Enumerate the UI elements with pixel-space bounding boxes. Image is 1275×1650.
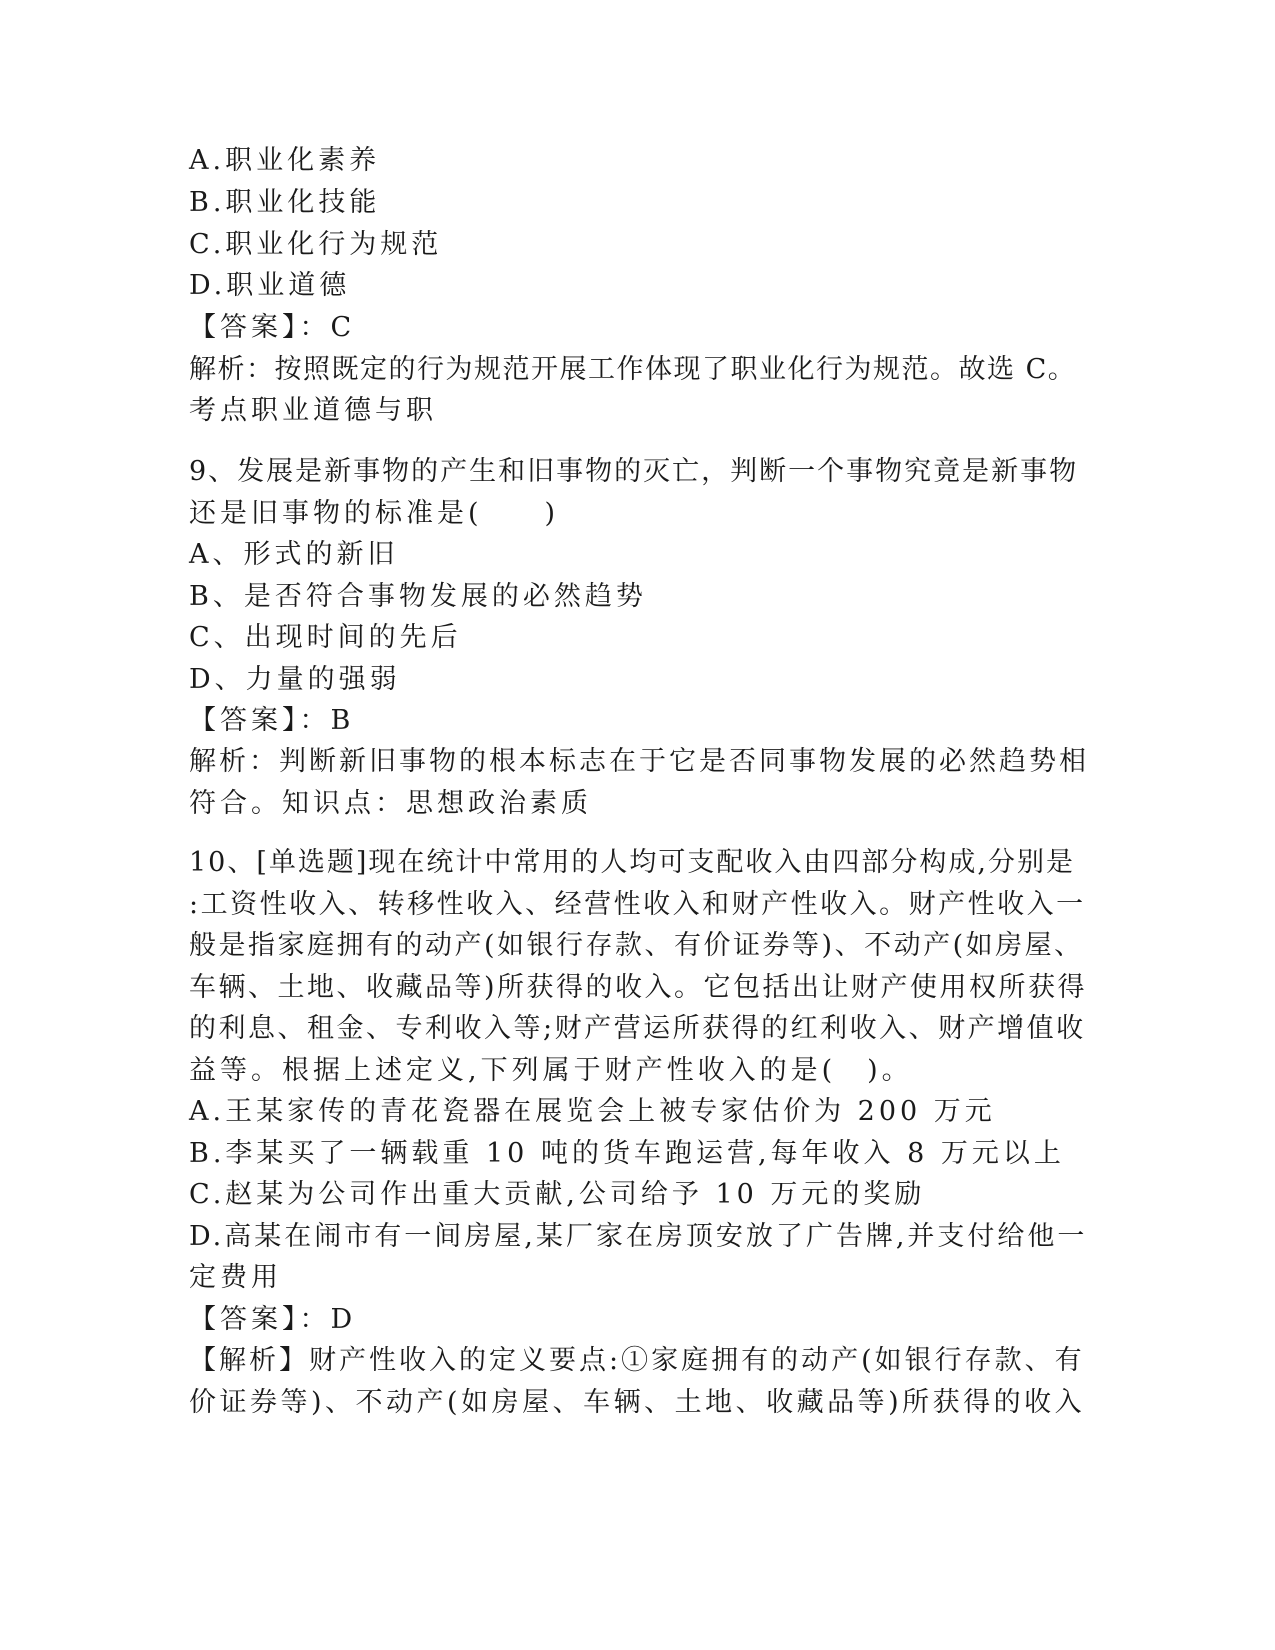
q10-option-a: A.王某家传的青花瓷器在展览会上被专家估价为 200 万元 — [189, 1096, 996, 1127]
q8-analysis-line-2: 考点职业道德与职 — [189, 395, 437, 426]
q10-option-d-line-2: 定费用 — [189, 1262, 282, 1293]
q9-analysis-line-1: 解析：判断新旧事物的根本标志在于它是否同事物发展的必然趋势相 — [189, 746, 1089, 777]
q8-analysis-line-1: 解析：按照既定的行为规范开展工作体现了职业化行为规范。故选 C。 — [189, 354, 1077, 385]
q9-option-a: A、形式的新旧 — [189, 539, 399, 570]
q10-stem-line-3: 般是指家庭拥有的动产(如银行存款、有价证券等)、不动产(如房屋、 — [189, 930, 1084, 961]
q10-stem-line-2: :工资性收入、转移性收入、经营性收入和财产性收入。财产性收入一 — [189, 889, 1086, 920]
q9-option-b: B、是否符合事物发展的必然趋势 — [189, 581, 647, 612]
q8-option-d: D.职业道德 — [189, 270, 351, 301]
q9-option-c: C、出现时间的先后 — [189, 622, 462, 653]
q10-option-d-line-1: D.高某在闹市有一间房屋,某厂家在房顶安放了广告牌,并支付给他一 — [189, 1221, 1088, 1252]
q10-stem-line-5: 的利息、租金、专利收入等;财产营运所获得的红利收入、财产增值收 — [189, 1013, 1086, 1044]
q9-analysis-line-2: 符合。知识点：思想政治素质 — [189, 788, 592, 819]
q10-answer: 【答案】：D — [189, 1304, 357, 1335]
q10-analysis-line-2: 价证券等)、不动产(如房屋、车辆、土地、收藏品等)所获得的收入 — [189, 1387, 1086, 1418]
q10-option-c: C.赵某为公司作出重大贡献,公司给予 10 万元的奖励 — [189, 1179, 926, 1210]
q9-option-d: D、力量的强弱 — [189, 664, 401, 695]
q9-stem-line-1: 9、发展是新事物的产生和旧事物的灭亡，判断一个事物究竟是新事物 — [189, 456, 1079, 487]
q9-stem-line-2: 还是旧事物的标准是( ) — [189, 498, 560, 529]
q9-answer: 【答案】：B — [189, 705, 355, 736]
q8-answer: 【答案】：C — [189, 312, 356, 343]
q10-stem-line-4: 车辆、土地、收藏品等)所获得的收入。它包括出让财产使用权所获得 — [189, 972, 1088, 1003]
q8-option-a: A.职业化素养 — [189, 145, 381, 176]
q10-stem-line-1: 10、[单选题]现在统计中常用的人均可支配收入由四部分构成,分别是 — [189, 847, 1076, 878]
q10-option-b: B.李某买了一辆载重 10 吨的货车跑运营,每年收入 8 万元以上 — [189, 1138, 1065, 1169]
q10-analysis-line-1: 【解析】财产性收入的定义要点:①家庭拥有的动产(如银行存款、有 — [189, 1345, 1085, 1376]
q8-option-b: B.职业化技能 — [189, 187, 381, 218]
q8-option-c: C.职业化行为规范 — [189, 229, 443, 260]
q10-stem-line-6: 益等。根据上述定义,下列属于财产性收入的是( )。 — [189, 1055, 913, 1086]
